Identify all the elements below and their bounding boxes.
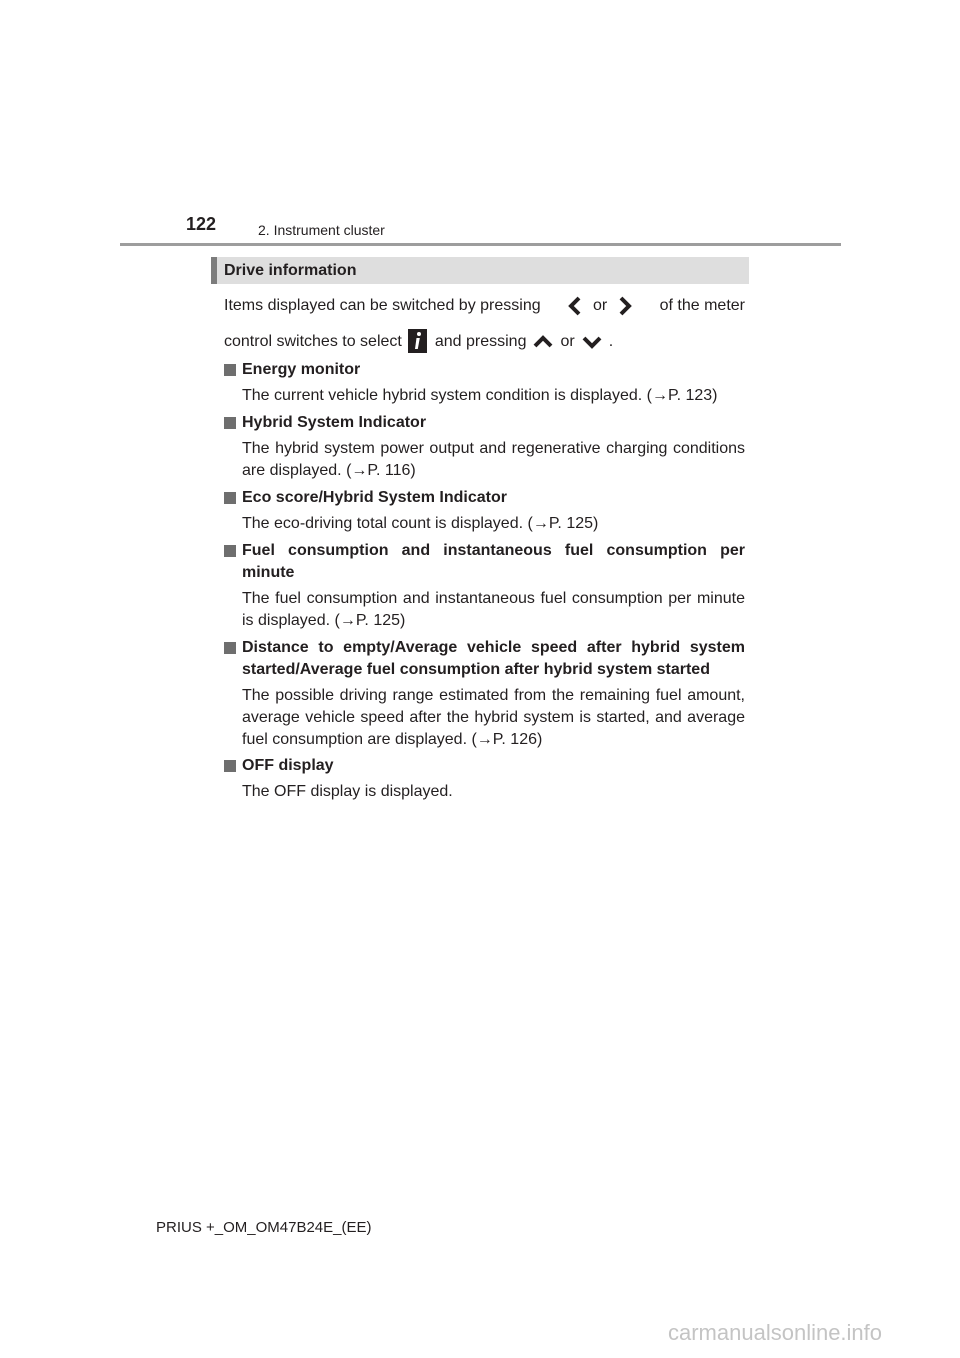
intro-period: . xyxy=(608,333,614,350)
section-heading: Drive information xyxy=(211,257,749,284)
square-bullet-icon xyxy=(224,760,236,772)
square-bullet-icon xyxy=(224,417,236,429)
item-title: Fuel consumption and instantaneous fuel consumption per minute xyxy=(224,540,745,584)
chevron-down-icon xyxy=(581,331,603,353)
item-title: OFF display xyxy=(224,755,745,777)
item-title: Hybrid System Indicator xyxy=(224,412,745,434)
intro-paragraph xyxy=(224,292,745,362)
chapter-title: 2. Instrument cluster xyxy=(258,222,385,238)
site-watermark: carmanualsonline.info xyxy=(668,1320,883,1345)
list-item xyxy=(224,540,745,632)
chevron-up-icon xyxy=(532,331,554,353)
list-item xyxy=(224,487,745,535)
list-item xyxy=(224,412,745,482)
item-description: The hybrid system power output and regenerative charging conditions are displayed. (→P. 116) xyxy=(242,440,745,479)
document-code: PRIUS +_OM_OM47B24E_(EE) xyxy=(156,1219,372,1236)
intro-or-1: or xyxy=(593,297,608,314)
header-divider xyxy=(120,243,841,246)
square-bullet-icon xyxy=(224,492,236,504)
intro-or-2: or xyxy=(560,333,575,350)
item-description: The OFF display is displayed. xyxy=(242,783,453,800)
item-title: Energy monitor xyxy=(224,359,745,381)
item-description: The current vehicle hybrid system condition is displayed. (→P. 123) xyxy=(242,387,718,404)
item-description: The possible driving range estimated from the remaining fuel amount, average vehicle speed after the hybrid system is started, and average fuel consumption are displayed. (→P. 126) xyxy=(242,687,745,748)
info-icon xyxy=(408,329,427,353)
intro-text-3: control switches to select xyxy=(224,333,402,350)
item-description: The eco-driving total count is displayed. (→P. 125) xyxy=(242,515,599,532)
intro-text-4: and pressing xyxy=(434,333,527,350)
list-item xyxy=(224,637,745,751)
square-bullet-icon xyxy=(224,364,236,376)
list-item xyxy=(224,359,745,407)
chevron-left-icon xyxy=(565,295,587,317)
intro-line-2 xyxy=(224,328,613,356)
intro-text-2: of the meter xyxy=(659,297,745,314)
square-bullet-icon xyxy=(224,545,236,557)
intro-text-1: Items displayed can be switched by pressing xyxy=(224,297,541,314)
page-number: 122 xyxy=(186,214,217,234)
intro-line-1 xyxy=(224,292,745,320)
chevron-right-icon xyxy=(613,295,635,317)
list-item xyxy=(224,755,745,803)
square-bullet-icon xyxy=(224,642,236,654)
item-title: Eco score/Hybrid System Indicator xyxy=(224,487,745,509)
item-title: Distance to empty/Average vehicle speed after hybrid system started/Average fuel consumption after hybrid system started xyxy=(224,637,745,681)
item-description: The fuel consumption and instantaneous fuel consumption per minute is displayed. (→P. 125) xyxy=(242,590,745,629)
